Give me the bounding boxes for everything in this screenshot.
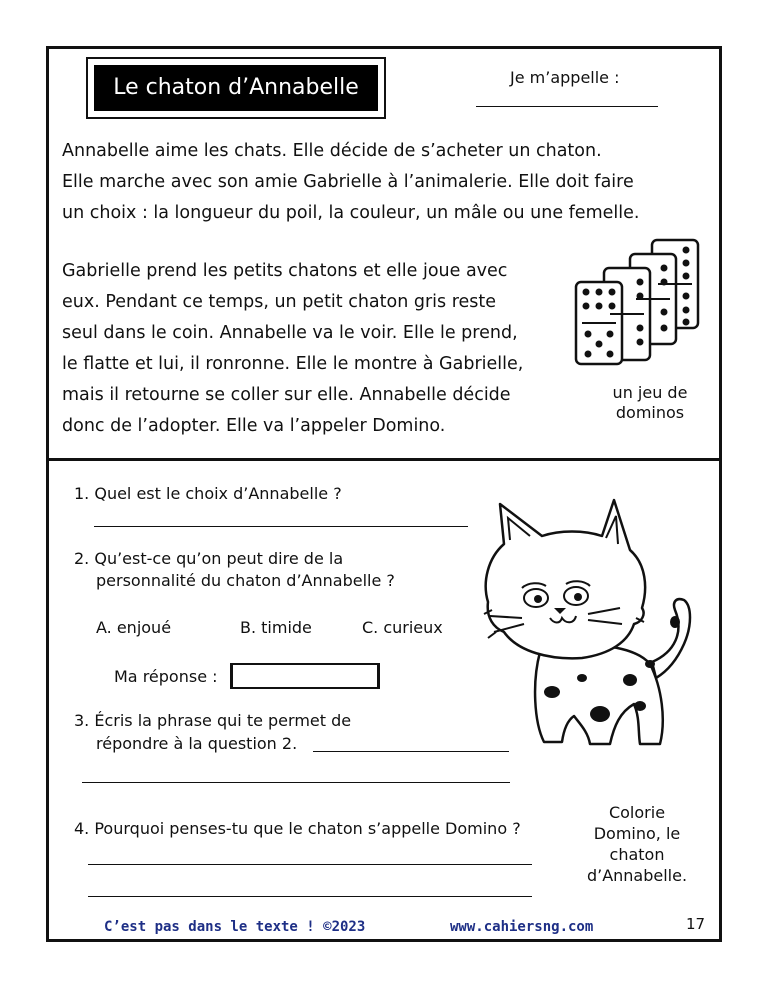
answer-line-q3[interactable] <box>82 782 510 783</box>
answer-line-q4-2[interactable] <box>88 896 532 897</box>
option-a[interactable]: A. enjoué <box>96 618 172 637</box>
story-line: le flatte et lui, il ronronne. Elle le montre à Gabrielle, <box>62 354 524 374</box>
story-line: Annabelle aime les chats. Elle décide de s’acheter un chaton. <box>62 141 602 161</box>
story-line: mais il retourne se coller sur elle. Annabelle décide <box>62 385 511 405</box>
story-line: eux. Pendant ce temps, un petit chaton gris reste <box>62 292 497 312</box>
story-line: Elle marche avec son amie Gabrielle à l’animalerie. Elle doit faire <box>62 172 634 192</box>
story-line: donc de l’adopter. Elle va l’appeler Domino. <box>62 416 446 436</box>
section-divider <box>46 458 722 461</box>
domino-set-icon <box>574 238 704 368</box>
story-line: seul dans le coin. Annabelle va le voir. Elle le prend, <box>62 323 518 343</box>
story-line: un choix : la longueur du poil, la couleur, un mâle ou une femelle. <box>62 203 640 223</box>
story-line: Gabrielle prend les petits chatons et elle joue avec <box>62 261 508 281</box>
story-paragraph-1 <box>62 136 639 229</box>
question-1: 1. Quel est le choix d’Annabelle ? <box>74 484 342 503</box>
footer-copyright: C’est pas dans le texte ! ©2023 <box>104 919 366 935</box>
answer-line-q1[interactable] <box>94 526 468 527</box>
worksheet-title: Le chaton d’Annabelle <box>94 65 378 111</box>
option-b[interactable]: B. timide <box>240 618 312 637</box>
question-3-line-1: 3. Écris la phrase qui te permet de <box>74 711 352 730</box>
question-3-line-2: répondre à la question 2. <box>96 734 298 753</box>
option-c[interactable]: C. curieux <box>362 618 443 637</box>
question-4: 4. Pourquoi penses-tu que le chaton s’appelle Domino ? <box>74 819 521 838</box>
footer-website[interactable]: www.cahiersng.com <box>450 919 594 935</box>
name-label: Je m’appelle : <box>510 68 620 87</box>
question-2-line-2: personnalité du chaton d’Annabelle ? <box>96 571 395 590</box>
page-number: 17 <box>686 915 706 933</box>
domino-caption: un jeu de dominos <box>612 383 688 422</box>
cat-illustration <box>470 492 700 762</box>
answer-label: Ma réponse : <box>114 667 218 686</box>
question-2-line-1: 2. Qu’est-ce qu’on peut dire de la <box>74 549 344 568</box>
answer-box[interactable] <box>230 663 380 689</box>
answer-line-q4-1[interactable] <box>88 864 532 865</box>
cat-caption: Colorie Domino, le chaton d’Annabelle. <box>586 803 688 885</box>
story-paragraph-2 <box>62 256 523 442</box>
name-answer-line[interactable] <box>476 106 658 107</box>
